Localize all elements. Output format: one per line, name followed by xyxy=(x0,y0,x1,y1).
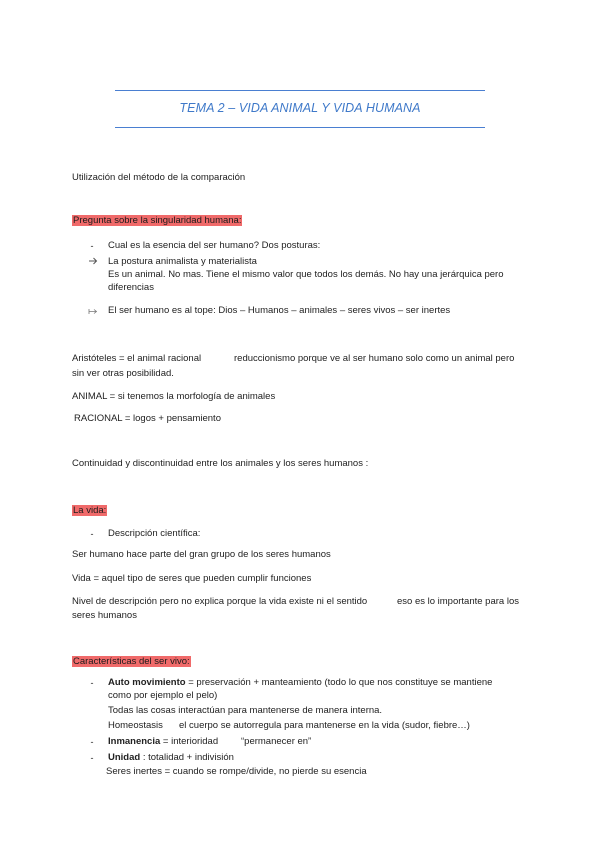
arrow-bullet-icon xyxy=(87,305,99,317)
list-item: El ser humano es al tope: Dios – Humanos – animales – seres vivos – ser inertes xyxy=(108,305,451,316)
dash-bullet: - xyxy=(90,678,94,688)
list-item-continuation: el cuerpo se autorregula para mantenerse en la vida (sudor, fiebre…) xyxy=(179,720,470,731)
term-description: = interioridad xyxy=(160,736,219,747)
list-item: Descripción científica: xyxy=(108,528,201,539)
title-rule-bottom xyxy=(115,127,485,128)
dash-bullet: - xyxy=(90,753,94,763)
arrow-bullet-icon xyxy=(87,255,99,267)
list-item-continuation: como por ejemplo el pelo) xyxy=(108,690,218,701)
dash-bullet: - xyxy=(90,737,94,747)
section-heading-caracteristicas xyxy=(72,656,191,668)
list-item-continuation: Es un animal. No mas. Tiene el mismo valor que todos los demás. No hay una jerárquica pero xyxy=(108,269,504,280)
title-rule-top xyxy=(115,90,485,91)
dash-bullet: - xyxy=(90,529,94,539)
aristoteles-text-cont: reduccionismo porque ve al ser humano solo como un animal pero xyxy=(234,353,515,364)
racional-definition: RACIONAL = logos + pensamiento xyxy=(74,413,221,424)
vida-paragraph-3-cont: eso es lo importante para los xyxy=(397,596,519,607)
highlighted-heading: La vida: xyxy=(73,505,107,516)
list-item-auto-movimiento xyxy=(108,677,492,689)
list-item-inmanencia xyxy=(108,736,218,748)
term-bold: Inmanencia xyxy=(108,736,161,747)
term-description: : totalidad + indivisión xyxy=(140,752,234,763)
list-item: Cual es la esencia del ser humano? Dos posturas: xyxy=(108,240,321,251)
term-bold: Unidad xyxy=(108,752,141,763)
page-title: TEMA 2 – VIDA ANIMAL Y VIDA HUMANA xyxy=(179,101,421,115)
animal-definition: ANIMAL = si tenemos la morfología de animales xyxy=(72,391,276,402)
vida-paragraph-3-line2: seres humanos xyxy=(72,610,137,621)
list-item: La postura animalista y materialista xyxy=(108,256,257,267)
term-description: = preservación + manteamiento (todo lo que nos constituye se mantiene xyxy=(185,677,493,688)
continuidad-text: Continuidad y discontinuidad entre los animales y los seres humanos : xyxy=(72,458,369,469)
section-heading-singularidad xyxy=(72,215,242,227)
list-item-continuation: Homeostasis xyxy=(108,720,163,731)
list-item-unidad xyxy=(108,752,234,764)
quote-text: “permanecer en” xyxy=(241,736,312,747)
vida-paragraph-2: Vida = aquel tipo de seres que pueden cumplir funciones xyxy=(72,573,312,584)
vida-paragraph-3: Nivel de descripción pero no explica porque la vida existe ni el sentido xyxy=(72,596,368,607)
term-bold: Auto movimiento xyxy=(108,677,186,688)
highlighted-heading: Pregunta sobre la singularidad humana: xyxy=(73,215,242,226)
vida-paragraph-1: Ser humano hace parte del gran grupo de los seres humanos xyxy=(72,549,331,560)
intro-text: Utilización del método de la comparación xyxy=(72,172,246,183)
dash-bullet: - xyxy=(90,241,94,251)
aristoteles-text-line2: sin ver otras posibilidad. xyxy=(72,368,174,379)
list-item-continuation: Todas las cosas interactúan para mantenerse de manera interna. xyxy=(108,705,383,716)
list-item-continuation: diferencias xyxy=(108,282,154,293)
section-heading-vida xyxy=(72,505,107,517)
list-item-continuation: Seres inertes = cuando se rompe/divide, no pierde su esencia xyxy=(106,766,367,777)
aristoteles-text: Aristóteles = el animal racional xyxy=(72,353,202,364)
highlighted-heading: Características del ser vivo: xyxy=(73,656,190,667)
